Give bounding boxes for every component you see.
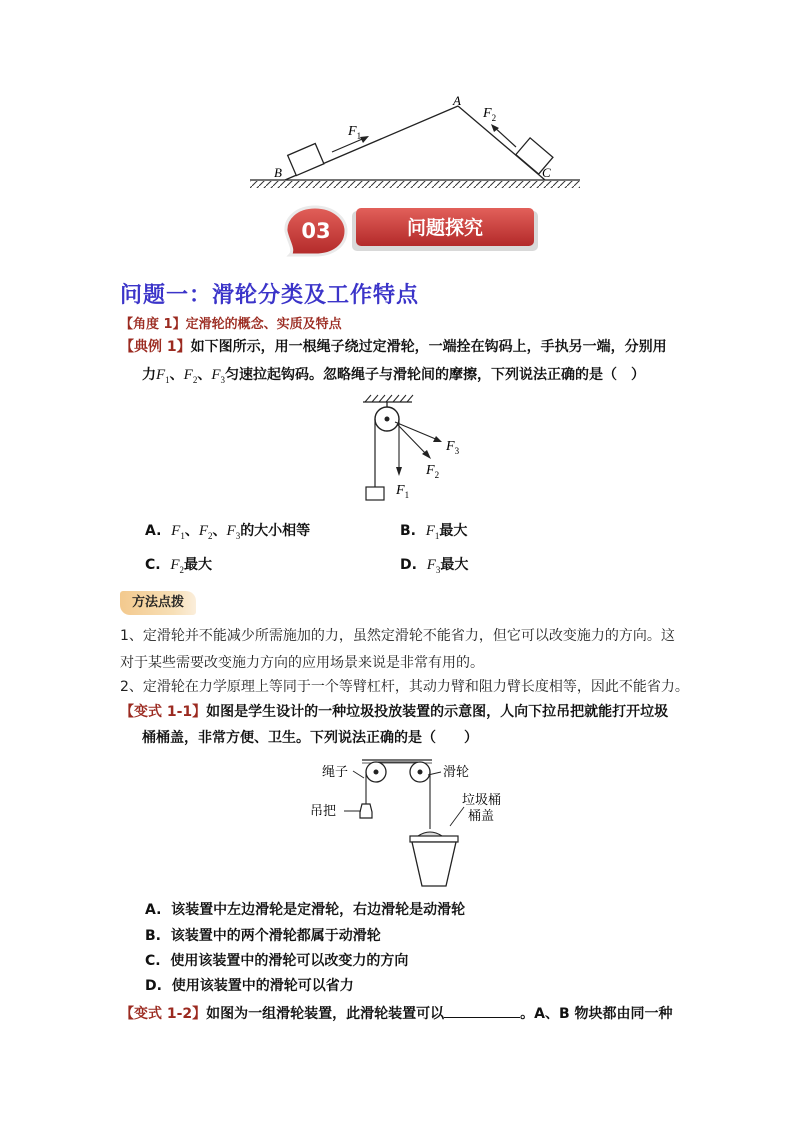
tip-2: 2、定滑轮在力学原理上等同于一个等臂杠杆，其动力臂和阻力臂长度相等，因此不能省力。: [120, 679, 689, 695]
answer-blank[interactable]: [444, 1003, 520, 1018]
handle: [360, 804, 372, 818]
ground-hatch: [250, 181, 580, 188]
hook-weight: [366, 487, 384, 500]
variant2-tag: 【变式 1-2】: [120, 1006, 207, 1022]
label-f2-pulley: $F_2$: [426, 463, 440, 480]
rope-f2: [397, 424, 431, 459]
label-rope: 绳子: [322, 764, 349, 779]
pointer-rope: [353, 771, 364, 778]
example1-tag: 【典例 1】: [120, 339, 191, 355]
label-f2: $F_2$: [483, 106, 497, 123]
label-f1-pulley: $F_1$: [396, 483, 410, 500]
incline-figure: [245, 95, 585, 190]
label-bin: 垃圾桶: [462, 792, 502, 807]
variant1-option-c[interactable]: C. 使用该装置中的滑轮可以改变力的方向: [145, 953, 409, 969]
banner-title: 问题探究: [406, 217, 484, 239]
example1-line1: 【典例 1】如下图所示，用一根绳子绕过定滑轮，一端拴在钩码上，手执另一端，分别用: [120, 339, 667, 355]
label-lid: 桶盖: [468, 808, 495, 823]
method-tips-label: 方法点拨: [120, 591, 196, 615]
trash-bin-figure: [300, 752, 530, 892]
pointer-bin: [450, 807, 464, 826]
label-f3-pulley: $F_3$: [446, 439, 460, 456]
rope-f3: [395, 422, 442, 442]
variant1-option-b[interactable]: B. 该装置中的两个滑轮都属于动滑轮: [145, 928, 381, 944]
left-pulley-axle: [374, 770, 379, 775]
variant1-tag: 【变式 1-1】: [120, 704, 207, 720]
example1-option-a[interactable]: A. $F_1$、$F_2$、$F_3$的大小相等: [145, 523, 311, 541]
example1-option-d[interactable]: D. $F_3$最大: [400, 557, 469, 575]
label-handle: 吊把: [310, 803, 337, 818]
section-title: 问题一：滑轮分类及工作特点: [120, 283, 420, 308]
block-left: [288, 144, 324, 176]
label-a: A: [453, 95, 461, 108]
pulley-axle: [385, 417, 390, 422]
variant1-option-a[interactable]: A. 该装置中左边滑轮是定滑轮，右边滑轮是动滑轮: [145, 902, 466, 918]
variant2-line1: 【变式 1-2】如图为一组滑轮装置，此滑轮装置可以 。A、B 物块都由同一种: [120, 1003, 673, 1023]
right-pulley-axle: [418, 770, 423, 775]
example1-line2: 力$F_1$、$F_2$、$F_3$匀速拉起钩码。忽略绳子与滑轮间的摩擦，下列说法正确的是（ ）: [142, 367, 646, 385]
fixed-pulley-figure: [350, 392, 480, 512]
variant1-line2: 桶桶盖，非常方便、卫生。下列说法正确的是（ ）: [142, 730, 478, 746]
label-pulley: 滑轮: [443, 764, 470, 779]
variant1-option-d[interactable]: D. 使用该装置中的滑轮可以省力: [145, 978, 354, 994]
section-banner: [282, 205, 540, 257]
example1-option-b[interactable]: B. $F_1$最大: [400, 523, 468, 541]
variant1-line1: 【变式 1-1】如图是学生设计的一种垃圾投放装置的示意图，人向下拉吊把就能打开垃圾: [120, 704, 669, 720]
label-f1: $F_1$: [348, 124, 362, 141]
label-b: B: [274, 165, 282, 180]
example1-option-c[interactable]: C. $F_2$最大: [145, 557, 213, 575]
tip-1-line-1: 1、定滑轮并不能减少所需施加的力，虽然定滑轮不能省力，但它可以改变施力的方向。这: [120, 628, 675, 644]
bin-rim: [410, 836, 458, 842]
arrow-f2: [491, 124, 516, 147]
banner-number: 03: [301, 219, 331, 243]
label-c: C: [542, 165, 551, 180]
ceiling-hatch: [365, 395, 413, 402]
angle-heading: 【角度 1】定滑轮的概念、实质及特点: [120, 317, 342, 332]
bin-body: [412, 842, 456, 886]
tip-1-line-2: 对于某些需要改变施力方向的应用场景来说是非常有用的。: [120, 655, 484, 671]
